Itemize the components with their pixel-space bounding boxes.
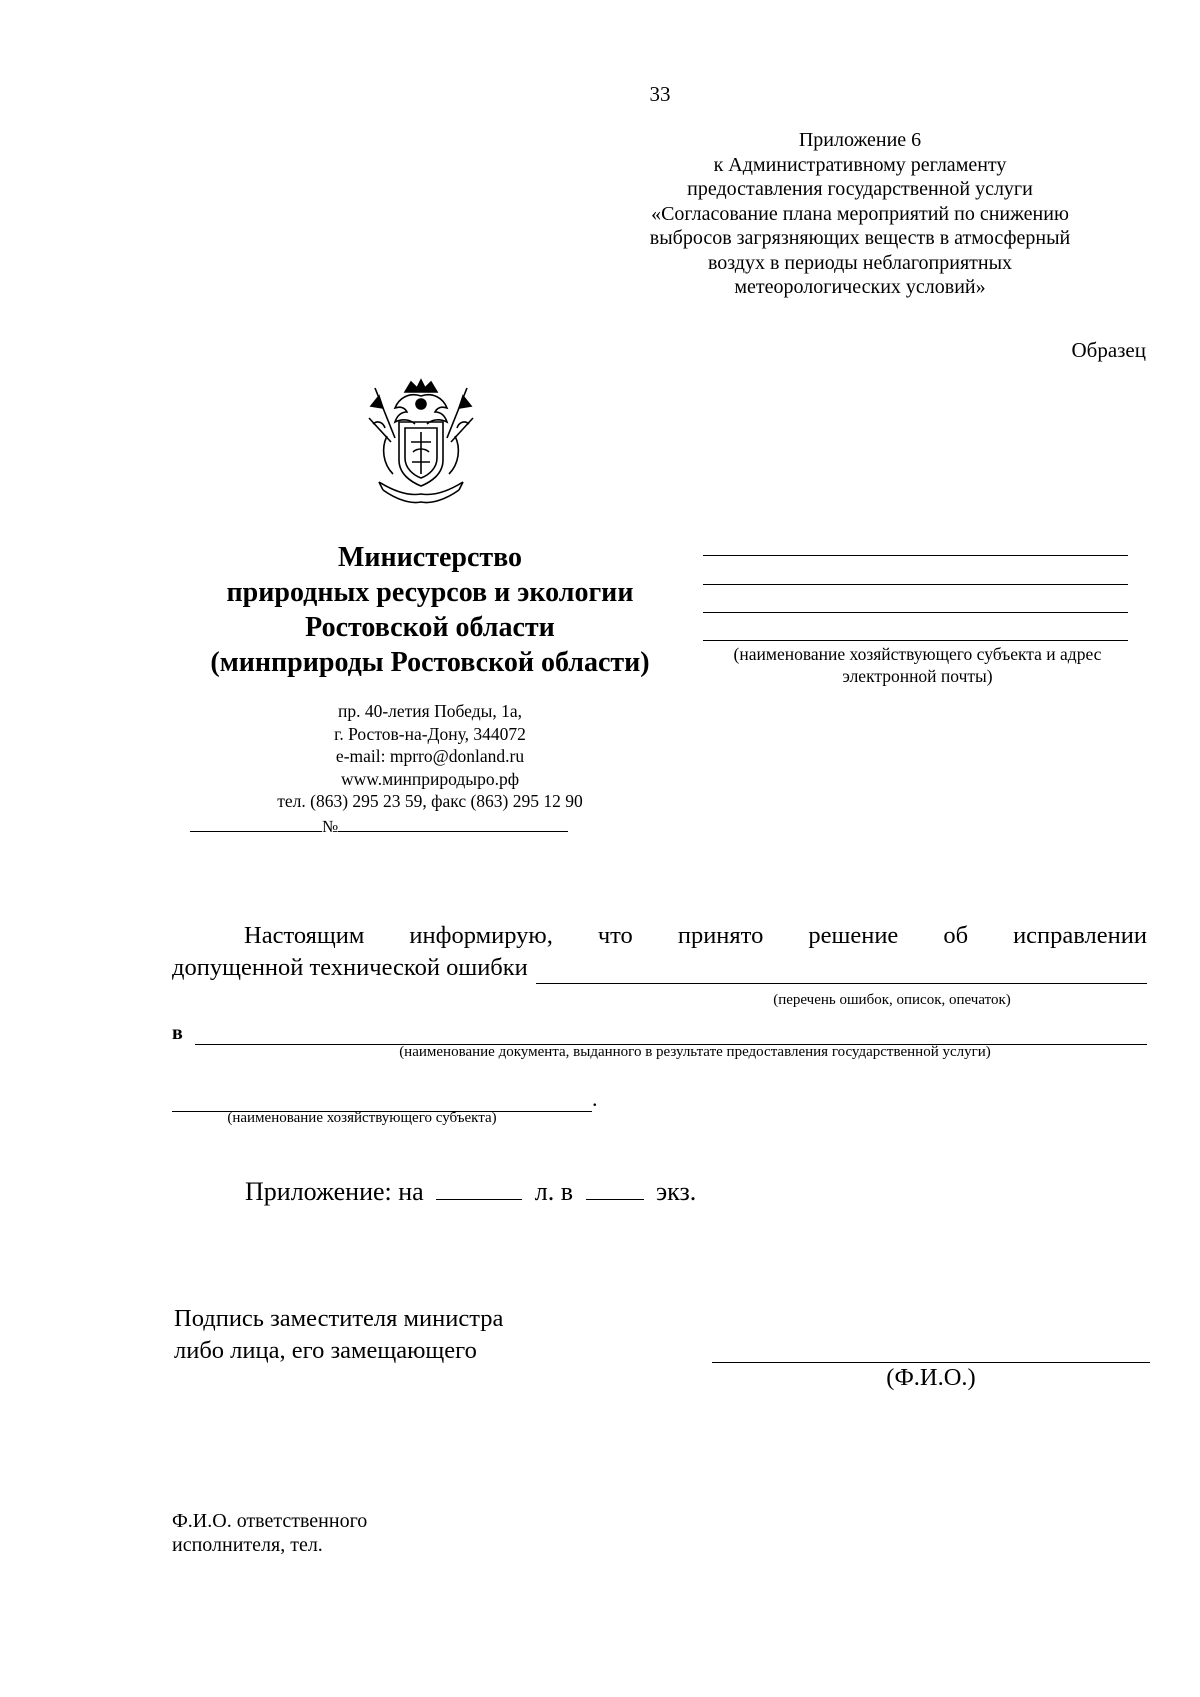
errors-blank[interactable] [536, 961, 1147, 984]
sheets-unit: л. в [534, 1177, 573, 1206]
signature-line: Подпись заместителя министра [174, 1305, 504, 1332]
word: исправлении [1013, 922, 1147, 949]
sheets-blank[interactable] [436, 1177, 522, 1200]
recipient-line[interactable] [703, 584, 1128, 585]
ministry-title [170, 540, 690, 680]
paragraph-text: допущенной технической ошибки [172, 954, 528, 981]
recipient-caption [700, 643, 1135, 687]
word: решение [808, 922, 899, 949]
ministry-title-line: природных ресурсов и экологии [226, 577, 634, 608]
fio-blank[interactable] [712, 1362, 1150, 1363]
word: Настоящим [244, 922, 365, 949]
contact-email: e-mail: mprro@donland.ru [335, 746, 525, 766]
number-sign: № [322, 817, 339, 836]
executor-line: исполнителя, тел. [172, 1534, 323, 1556]
attachment-line [245, 1177, 696, 1207]
errors-caption: (перечень ошибок, описок, опечаток) [773, 992, 1011, 1008]
recipient-line[interactable] [703, 555, 1128, 556]
page-number: 33 [649, 82, 671, 106]
word: принято [677, 922, 764, 949]
contact-phone-fax: тел. (863) 295 23 59, факс (863) 295 12 90 [277, 791, 583, 811]
appendix-line: к Административному регламенту [713, 153, 1007, 176]
recipient-line[interactable] [703, 640, 1128, 641]
ministry-contacts [230, 700, 630, 813]
paragraph-line [172, 952, 1147, 984]
recipient-caption-line: электронной почты) [842, 666, 993, 686]
word: информирую, [409, 922, 553, 949]
paragraph-line [172, 920, 1147, 952]
word: что [597, 922, 633, 949]
document-caption: (наименование документа, выданного в результате предоставления государственной услуги) [399, 1044, 991, 1060]
date-blank[interactable] [190, 817, 322, 832]
document-blank[interactable] [195, 1026, 1147, 1045]
contact-website: www.минприродыро.рф [340, 768, 520, 789]
appendix-line: метеорологических условий» [734, 276, 986, 298]
ministry-title-line: Министерство [337, 542, 523, 573]
notification-paragraph [172, 920, 1147, 1016]
appendix-line: воздух в периоды неблагоприятных [707, 251, 1013, 274]
ministry-title-line: (минприроды Ростовской области) [210, 647, 650, 678]
executor-line: Ф.И.О. ответственного [172, 1510, 368, 1532]
recipient-line[interactable] [703, 612, 1128, 613]
fio-caption: (Ф.И.О.) [886, 1364, 976, 1391]
outgoing-number-field[interactable] [190, 817, 568, 837]
recipient-caption-line: (наименование хозяйствующего субъекта и адрес [733, 644, 1102, 664]
word: об [943, 922, 969, 949]
copies-unit: экз. [656, 1177, 697, 1206]
entity-caption: (наименование хозяйствующего субъекта) [227, 1110, 497, 1126]
coat-of-arms-icon [365, 378, 477, 506]
appendix-line: «Согласование плана мероприятий по снижению [651, 202, 1069, 225]
number-blank[interactable] [338, 817, 568, 832]
period: . [592, 1086, 598, 1111]
sample-label: Образец [1071, 338, 1146, 362]
contact-address-street: пр. 40-летия Победы, 1а, [337, 701, 523, 721]
in-prefix: в [172, 1022, 183, 1044]
attachment-prefix: Приложение: на [245, 1177, 424, 1206]
copies-blank[interactable] [586, 1177, 644, 1200]
appendix-header [600, 128, 1120, 300]
appendix-line: предоставления государственной услуги [687, 178, 1033, 200]
signature-label [174, 1303, 503, 1367]
entity-row [172, 1086, 598, 1112]
appendix-line: выбросов загрязняющих веществ в атмосферный [649, 227, 1071, 249]
ministry-title-line: Ростовской области [305, 612, 555, 643]
document-row [172, 1022, 1147, 1045]
executor-info [172, 1509, 367, 1557]
signature-line: либо лица, его замещающего [174, 1337, 477, 1364]
appendix-line: Приложение 6 [798, 129, 922, 151]
contact-address-city: г. Ростов-на-Дону, 344072 [334, 723, 526, 744]
